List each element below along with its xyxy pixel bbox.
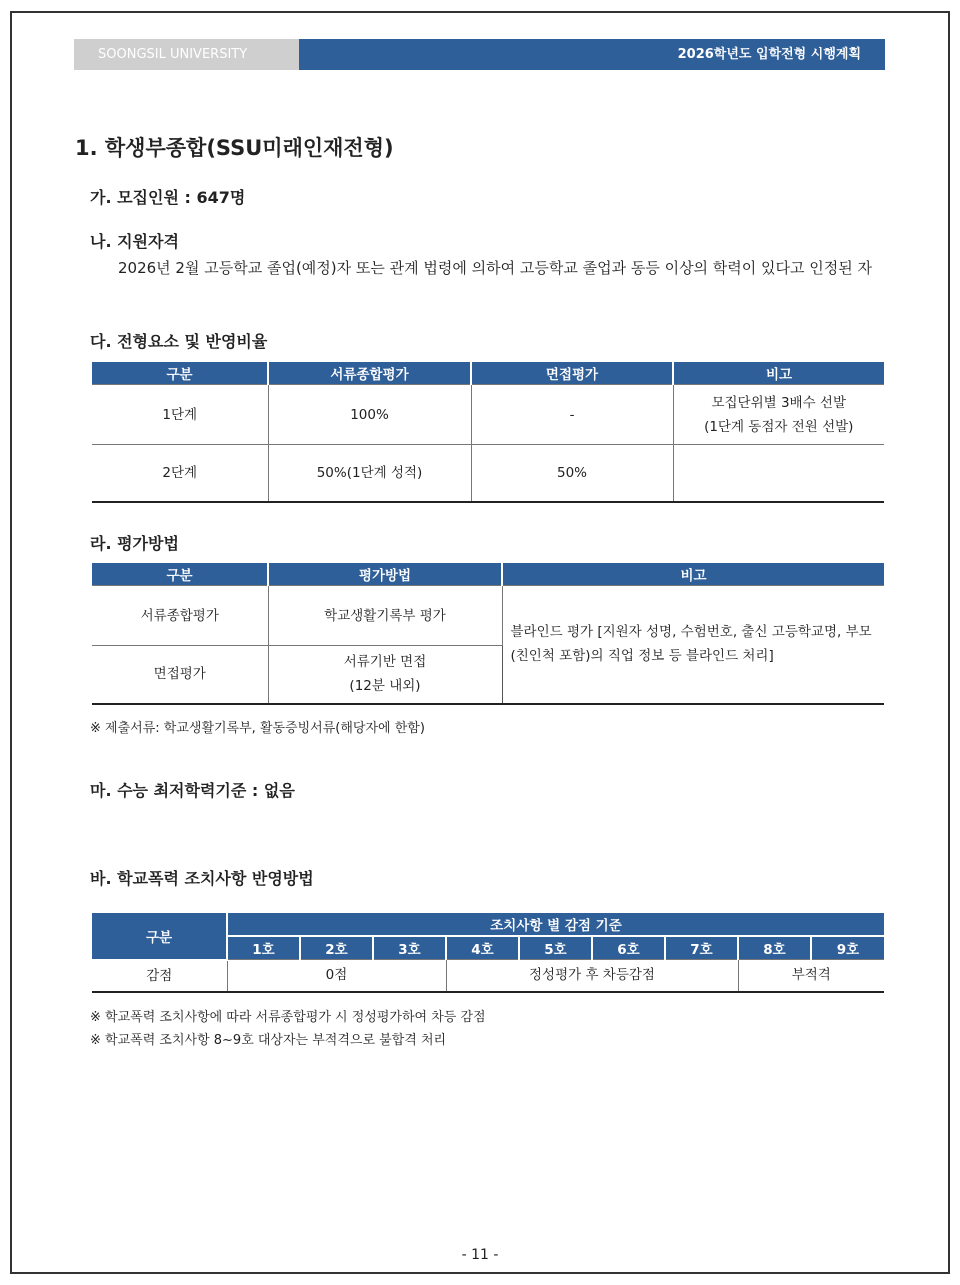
cell-line: 서류기반 면접	[343, 654, 427, 671]
col-header: 구분	[92, 913, 227, 960]
heading-method: 라. 평가방법	[90, 534, 179, 553]
heading-csat: 마. 수능 최저학력기준 : 없음	[90, 781, 295, 800]
col-header: 서류종합평가	[268, 362, 471, 385]
cell: -	[471, 385, 673, 445]
cell: 1단계	[92, 385, 268, 445]
cell-line: (12분 내외)	[349, 678, 421, 695]
page-number: - 11 -	[461, 1247, 499, 1263]
col-header: 비고	[502, 563, 884, 586]
table-row	[92, 960, 884, 992]
cell: 0점	[227, 960, 446, 992]
header-university: SOONGSIL UNIVERSITY	[74, 39, 299, 70]
level-header: 2호	[300, 936, 373, 960]
documents-note: ※ 제출서류: 학교생활기록부, 활동증빙서류(해당자에 한함)	[90, 721, 425, 736]
col-header: 면접평가	[471, 362, 673, 385]
table-row	[92, 445, 884, 502]
cell: 학교생활기록부 평가	[268, 586, 502, 646]
heading-quota: 가. 모집인원 : 647명	[90, 188, 246, 207]
cell-line: 모집단위별 3배수 선발	[711, 394, 847, 411]
cell: 2단계	[92, 445, 268, 502]
table-row	[92, 385, 884, 445]
violence-note-1: ※ 학교폭력 조치사항에 따라 서류종합평가 시 정성평가하여 차등 감점	[90, 1010, 486, 1025]
col-header: 평가방법	[268, 563, 502, 586]
cell-line: (1단계 동점자 전원 선발)	[704, 418, 854, 435]
cell: 100%	[268, 385, 471, 445]
col-header: 구분	[92, 563, 268, 586]
violence-note-2: ※ 학교폭력 조치사항 8~9호 대상자는 부적격으로 불합격 처리	[90, 1033, 447, 1048]
heading-elements: 다. 전형요소 및 반영비율	[90, 332, 268, 351]
level-header: 4호	[446, 936, 519, 960]
col-header: 비고	[673, 362, 884, 385]
level-header: 3호	[373, 936, 446, 960]
cell: 감점	[92, 960, 227, 992]
violence-table	[92, 913, 884, 993]
level-header: 6호	[592, 936, 665, 960]
level-header: 8호	[738, 936, 811, 960]
col-header: 구분	[92, 362, 268, 385]
cell	[673, 385, 884, 445]
cell	[268, 646, 502, 704]
level-header: 7호	[665, 936, 738, 960]
cell-remark: 블라인드 평가 [지원자 성명, 수험번호, 출신 고등학교명, 부모(친인척 포함)의 직업 정보 등 블라인드 처리]	[502, 586, 884, 704]
group-header: 조치사항 별 감점 기준	[227, 913, 884, 936]
heading-eligibility: 나. 지원자격	[90, 232, 179, 251]
header-title: 2026학년도 입학전형 시행계획	[299, 39, 885, 70]
cell: 서류종합평가	[92, 586, 268, 646]
cell	[673, 445, 884, 502]
section-title: 1. 학생부종합(SSU미래인재전형)	[75, 136, 394, 160]
table-row	[92, 586, 884, 646]
level-header: 9호	[811, 936, 884, 960]
level-header: 5호	[519, 936, 592, 960]
heading-school-violence: 바. 학교폭력 조치사항 반영방법	[90, 869, 314, 888]
cell: 정성평가 후 차등감점	[446, 960, 738, 992]
eligibility-text: 2026년 2월 고등학교 졸업(예정)자 또는 관계 법령에 의하여 고등학교 졸업과 동등 이상의 학력이 있다고 인정된 자	[118, 259, 873, 277]
elements-table	[92, 362, 884, 503]
cell: 면접평가	[92, 646, 268, 704]
cell: 50%	[471, 445, 673, 502]
cell: 50%(1단계 성적)	[268, 445, 471, 502]
level-header: 1호	[227, 936, 300, 960]
cell: 부적격	[738, 960, 884, 992]
method-table	[92, 563, 884, 705]
